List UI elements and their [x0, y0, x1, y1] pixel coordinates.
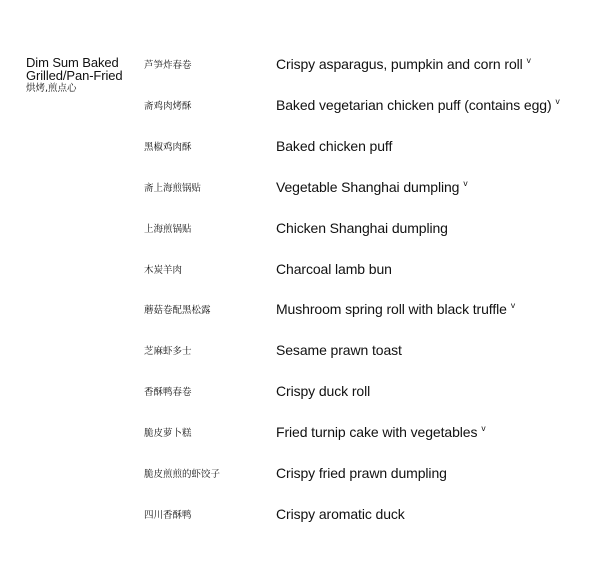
menu-item [0, 464, 600, 486]
menu-item-english-name [276, 300, 515, 320]
menu-item-english-name [276, 341, 402, 359]
menu-item-english-text: Crispy fried prawn dumpling [276, 465, 447, 481]
menu-item-chinese-name: 蘑菇卷配黑松露 [144, 305, 211, 317]
menu-item [0, 260, 600, 282]
menu-item-english-text: Crispy asparagus, pumpkin and corn roll [276, 56, 523, 72]
menu-item-chinese-name: 斋上海煎锅贴 [144, 182, 202, 194]
menu-item-english-text: Sesame prawn toast [276, 342, 402, 359]
menu-item [0, 178, 600, 200]
menu-item [0, 219, 600, 241]
menu-item-english-text: Crispy duck roll [276, 383, 371, 400]
menu-item-english-name [276, 260, 392, 278]
section-title-chinese: 烘烤,煎点心 [26, 83, 77, 94]
vegetarian-mark: v [526, 55, 531, 65]
vegetarian-mark: v [463, 177, 468, 188]
menu-item [0, 55, 600, 77]
menu-item-english-name [276, 382, 370, 400]
menu-item-english-text: Mushroom spring roll with black truffle [276, 301, 507, 318]
menu-item [0, 137, 600, 159]
menu-item-chinese-name: 上海煎锅贴 [144, 223, 192, 235]
menu-item [0, 96, 600, 118]
menu-item-chinese-name: 斋鸡肉烤酥 [144, 100, 192, 112]
vegetarian-mark: v [481, 423, 486, 434]
menu-item-english-name [276, 137, 392, 155]
menu-item-english-name [276, 55, 531, 75]
menu-item-english-text: Baked vegetarian chicken puff (contains egg) [276, 96, 552, 113]
menu-item-english-name [276, 464, 447, 482]
section-title-line1: Dim Sum Baked [26, 55, 119, 70]
menu-item-english-name [276, 178, 468, 198]
menu-item-english-text: Baked chicken puff [276, 137, 393, 154]
menu-item-chinese-name: 黑椒鸡肉酥 [144, 141, 192, 153]
menu-item-chinese-name: 香酥鸭春卷 [144, 387, 192, 399]
menu-item [0, 505, 600, 527]
menu-item-english-text: Charcoal lamb bun [276, 260, 392, 277]
menu-item-chinese-name: 木炭羊肉 [144, 264, 183, 276]
vegetarian-mark: v [555, 95, 560, 106]
menu-item-english-name [276, 505, 405, 523]
menu-item [0, 341, 600, 363]
menu-item-english-name [276, 96, 560, 116]
menu-item [0, 423, 600, 445]
menu-item-english-text: Fried turnip cake with vegetables [276, 424, 478, 441]
menu-item-english-name [276, 219, 448, 237]
menu-item-english-name [276, 423, 486, 443]
section-title-line2: Grilled/Pan-Fried [26, 68, 123, 83]
menu-item-chinese-name: 脆皮煎煎的虾饺子 [144, 469, 221, 480]
menu-item-chinese-name: 芝麻虾多士 [144, 346, 192, 358]
vegetarian-mark: v [510, 300, 515, 311]
menu-item-chinese-name: 芦笋炸春卷 [144, 60, 192, 71]
menu-item-english-text: Chicken Shanghai dumpling [276, 219, 448, 236]
menu-item-english-text: Vegetable Shanghai dumpling [276, 178, 460, 195]
menu-item [0, 382, 600, 404]
menu-item-chinese-name: 四川香酥鸭 [144, 509, 192, 521]
menu-item-english-text: Crispy aromatic duck [276, 505, 405, 522]
menu-item-chinese-name: 脆皮萝卜糕 [144, 428, 192, 440]
menu-item [0, 300, 600, 322]
